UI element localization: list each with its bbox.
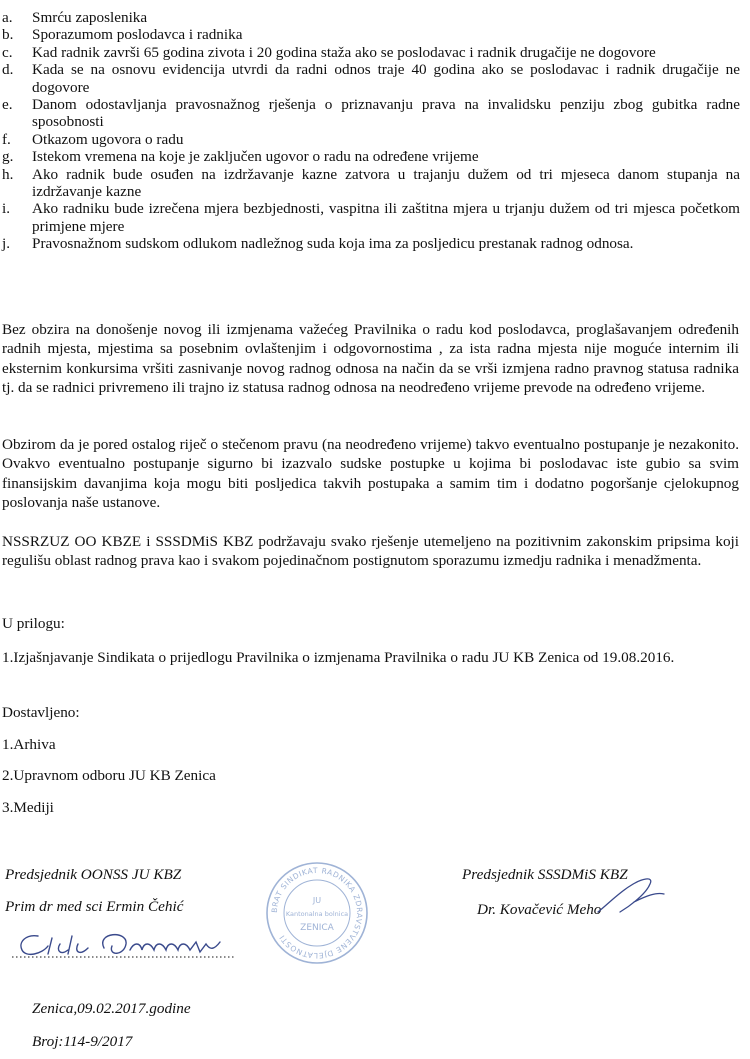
left-signatory-name: Prim dr med sci Ermin Čehić	[5, 898, 184, 915]
list-item: e. Danom odostavljanja pravosnažnog rješenja o priznavanju prava na invalidsku penziju zbog gubitka radne sposobnosti	[2, 96, 740, 131]
left-signature	[8, 924, 240, 966]
stamp-line: ZENICA	[300, 923, 334, 933]
attachment-item: 1.Izjašnjavanje Sindikata o prijedlogu Pravilnika o izmjenama Pravilnika o radu JU KB Zenica od 19.08.2016.	[2, 649, 675, 666]
list-item: i. Ako radniku bude izrečena mjera bezbjednosti, vaspitna ili zaštitna mjera u trjanju dužem od tri mjesca početkom primjene mjere	[2, 200, 740, 235]
footer-place-date: Zenica,09.02.2017.godine	[32, 1000, 191, 1017]
footer-reference-number: Broj:114-9/2017	[32, 1033, 133, 1050]
stamp-ring-text: BRAT SINDIKAT RADNIKA ZDRAVSTVENE DJELATNOSTI	[269, 865, 365, 961]
list-item: b. Sporazumom poslodavca i radnika	[2, 26, 243, 44]
paragraph-regulation: Bez obzira na donošenje novog ili izmjenama važećeg Pravilnika o radu kod poslodavca, proglašavanjem određenih radnih mjesta, mjestima sa posebnim ovlaštenjim i odgovornostima , za ista radna mjesta nije moguće internim ili eksternim konkursima vršiti zasnivanje novog radnog odnosa na način da se vrši izmjena radno pravnog statusa radnika tj. da se radnici privremeno ili trajno iz statusa radnog odnosa na neodređeno vrijeme prevode na određeno vrijeme.	[2, 321, 739, 397]
list-item: h. Ako radnik bude osuđen na izdržavanje kazne zatvora u trajanju dužem od tri mjeseca danom stupanja na izdržavanje kazne	[2, 165, 740, 201]
list-item: d. Kada se na osnovu evidencija utvrdi da radni odnos traje 40 godina ako se poslodavac i radnik drugačije ne dogovore	[2, 61, 740, 96]
paragraph-legality: Obzirom da je pored ostalog riječ o stečenom pravu (na neodređeno vrijeme) takvo eventualno postupanje je nezakonito. Ovakvo eventualno postupanje sigurno bi izazvalo sudske postupke u kojima bi poslodavac iste gubio sa svim finansijskim davanjima koja mogu biti posljedica takvih postupaka a samim tim i dodatno pogoršanje cjelokupnog poslovanja naše ustanove.	[2, 436, 739, 512]
list-item: g. Istekom vremena na koje je zaključen ugovor o radu na određene vrijeme	[2, 148, 479, 166]
stamp-line: JU	[312, 896, 322, 905]
list-item: f. Otkazom ugovora o radu	[2, 130, 184, 148]
delivered-heading: Dostavljeno:	[2, 704, 80, 721]
delivered-item-archive: 1.Arhiva	[2, 736, 56, 753]
right-signatory-name: Dr. Kovačević Meho	[477, 901, 602, 918]
right-signature	[590, 872, 670, 922]
left-signatory-title: Predsjednik OONSS JU KBZ	[5, 866, 182, 883]
paragraph-support: NSSRZUZ OO KBZE i SSSDMiS KBZ podržavaju svako rješenje utemeljeno na pozitivnim zakonskim pripsima koji regulišu oblast radnog prava kao i svakom pojedinačnom postignutom sporazumu izmedju radnika i menadžmenta.	[2, 533, 739, 570]
right-signatory-title: Predsjednik SSSDMiS KBZ	[462, 866, 628, 883]
union-stamp	[262, 858, 372, 968]
attachment-heading: U prilogu:	[2, 615, 65, 632]
delivered-item-board: 2.Upravnom odboru JU KB Zenica	[2, 767, 216, 784]
delivered-item-media: 3.Mediji	[2, 799, 54, 816]
list-item: c. Kad radnik završi 65 godina zivota i 20 godina staža ako se poslodavac i radnik drugačije ne dogovore	[2, 43, 656, 61]
termination-conditions-list	[2, 9, 740, 253]
list-item: a. Smrću zaposlenika	[2, 9, 148, 26]
list-item: j. Pravosnažnom sudskom odlukom nadležnog suda koja ima za posljedicu prestanak radnog odnosa.	[2, 235, 634, 253]
stamp-line: Kantonalna bolnica	[285, 910, 349, 918]
